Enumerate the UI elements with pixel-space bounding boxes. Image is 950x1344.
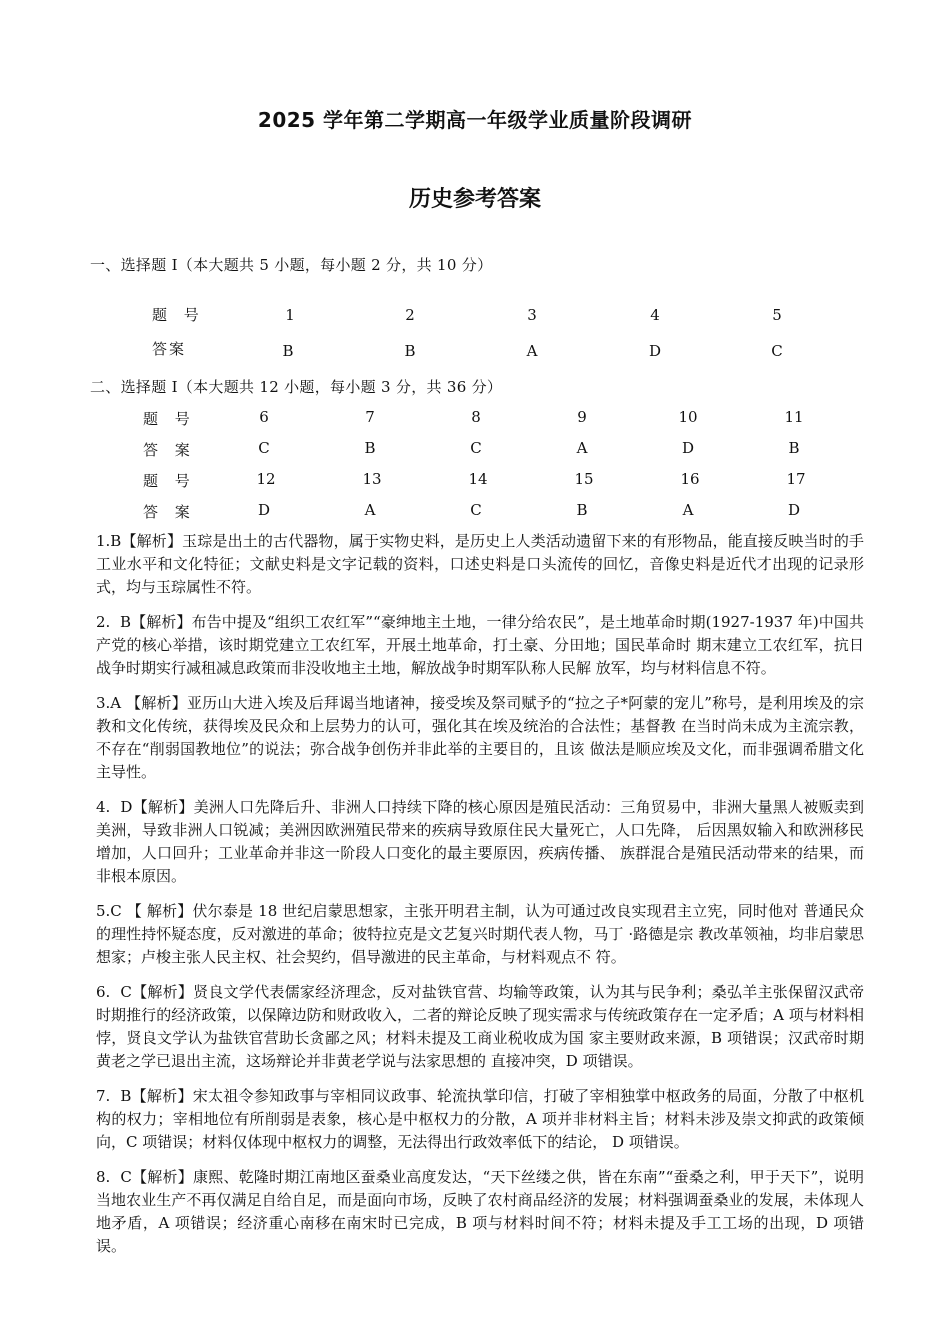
question-number: 12	[256, 470, 276, 488]
answer-value: B	[576, 501, 588, 519]
question-number: 11	[784, 408, 804, 426]
explanation-item	[96, 1166, 864, 1258]
question-number: 4	[650, 306, 660, 324]
analysis-tag: 【 解析】	[121, 902, 193, 920]
answer-value: C	[470, 439, 482, 457]
question-number: 9	[577, 408, 587, 426]
answer-value: C	[470, 501, 482, 519]
explanation-list	[96, 530, 864, 1270]
answer-value: A	[364, 501, 376, 519]
answer-value: D	[648, 342, 662, 360]
analysis-tag: 【解析】	[131, 1087, 193, 1105]
answer-value: B	[282, 342, 294, 360]
item-number: 7. B	[96, 1087, 132, 1105]
analysis-text: 宋太祖令参知政事与宰相同议政事、轮流执掌印信，打破了宰相独掌中枢政务的局面，分散了中枢机构的权力；宰相地位有所削弱是表象，核心是中枢权力的分散，A 项并非材料主旨；材料未涉及崇文抑武的政策倾向，C 项错误；材料仅体现中枢权力的调整，无法得出行政效率低下的结论， D 项错误。	[96, 1087, 864, 1151]
analysis-text: 康熙、乾隆时期江南地区蚕桑业高度发达，“天下丝缕之供，皆在东南”“蚕桑之利，甲于天下”，说明当地农业生产不再仅满足自给自足，而是面向市场，反映了农村商品经济的发展；材料强调蚕桑业的发展，未体现人地矛盾，A 项错误；经济重心南移在南宋时已完成，B 项与材料时间不符；材料未提及手工工场的出现，D 项错误。	[96, 1168, 864, 1255]
question-number: 3	[527, 306, 537, 324]
question-number: 1	[285, 306, 295, 324]
explanation-item	[96, 692, 864, 784]
analysis-tag: 【解析】	[131, 1168, 193, 1186]
item-number: 3.A	[96, 694, 122, 712]
question-number: 16	[680, 470, 700, 488]
explanation-item	[96, 1085, 864, 1154]
explanation-item	[96, 981, 864, 1073]
answer-value: A	[526, 342, 538, 360]
answer-value: A	[682, 501, 694, 519]
question-number: 13	[362, 470, 382, 488]
analysis-text: 美洲人口先降后升、非洲人口持续下降的核心原因是殖民活动：三角贸易中，非洲大量黑人被贩卖到美洲，导致非洲人口锐减；美洲因欧洲殖民带来的疾病导致原住民大量死亡，人口先降， 后因黑奴输入和欧洲移民增加，人口回升；工业革命并非这一阶段人口变化的最主要原因，疾病传播、 族群混合是殖民活动带来的结果，而非根本原因。	[96, 798, 864, 885]
question-number: 2	[405, 306, 415, 324]
answer-value: C	[258, 439, 270, 457]
section2-heading: 二、选择题 I（本大题共 12 小题，每小题 3 分，共 36 分）	[90, 378, 503, 396]
explanation-item	[96, 796, 864, 888]
item-number: 2. B	[96, 613, 132, 631]
answer-value: D	[681, 439, 695, 457]
analysis-tag: 【解析】	[132, 798, 194, 816]
document-subtitle: 历史参考答案	[408, 187, 541, 212]
item-number: 8. C	[96, 1168, 132, 1186]
analysis-tag: 【解析】	[121, 532, 183, 550]
analysis-text: 布告中提及“组织工农红军”“豪绅地主土地，一律分给农民”，是土地革命时期(1927-1937 年)中国共产党的核心举措，该时期党建立工农红军，开展土地革命，打土豪、分田地；国民革命时 期末建立工农红军，抗日战争时期实行减租减息政策而非没收地主土地，解放战争时期军队称人民解 放军，均与材料信息不符。	[96, 613, 864, 677]
answer-value: C	[771, 342, 783, 360]
document-title: 2025 学年第二学期高一年级学业质量阶段调研	[257, 108, 693, 132]
question-number: 15	[574, 470, 594, 488]
answer-value: D	[787, 501, 801, 519]
analysis-tag: 【解析】	[131, 613, 192, 631]
section1-heading: 一、选择题 I（本大题共 5 小题，每小题 2 分，共 10 分）	[90, 256, 493, 274]
question-number: 7	[365, 408, 375, 426]
analysis-text: 亚历山大进入埃及后拜谒当地诸神，接受埃及祭司赋予的“拉之子*阿蒙的宠儿”称号，是利用埃及的宗教和文化传统，获得埃及民众和上层势力的认可，强化其在埃及统治的合法性；基督教 在当时尚未成为主流宗教，不存在“削弱国教地位”的说法；弥合战争创伤并非此举的主要目的，且该 做法是顺应埃及文化，而非强调希腊文化主导性。	[96, 694, 864, 781]
item-number: 1.B	[96, 532, 122, 550]
explanation-item	[96, 530, 864, 599]
item-number: 5.C	[96, 902, 122, 920]
question-number: 6	[259, 408, 269, 426]
explanation-item	[96, 900, 864, 969]
row-label-question: 题 号	[143, 410, 196, 428]
row-label-question: 题 号	[152, 306, 205, 324]
analysis-text: 伏尔泰是 18 世纪启蒙思想家，主张开明君主制，认为可通过改良实现君主立宪，同时他对 普通民众的理性持怀疑态度，反对激进的革命；彼特拉克是文艺复兴时期代表人物，马丁 ·路德是宗 教改革领袖，均非启蒙思想家；卢梭主张人民主权、社会契约，倡导激进的民主革命，与材料观点不 符。	[96, 902, 864, 966]
answer-value: D	[257, 501, 271, 519]
row-label-answer: 答案	[152, 340, 187, 358]
analysis-tag: 【解析】	[131, 983, 194, 1001]
row-label-answer: 答 案	[143, 441, 196, 459]
item-number: 4. D	[96, 798, 133, 816]
answer-value: A	[576, 439, 588, 457]
analysis-text: 贤良文学代表儒家经济理念，反对盐铁官营、均输等政策，认为其与民争利；桑弘羊主张保留汉武帝时期推行的经济政策，以保障边防和财政收入，二者的辩论反映了现实需求与传统政策存在一定矛盾；A 项与材料相悖，贤良文学认为盐铁官营助长贪鄙之风；材料未提及工商业税收成为国 家主要财政来源，B 项错误；汉武帝时期黄老之学已退出主流，这场辩论并非黄老学说与法家思想的 直接冲突，D 项错误。	[96, 983, 864, 1070]
question-number: 17	[786, 470, 806, 488]
question-number: 14	[468, 470, 488, 488]
analysis-tag: 【解析】	[121, 694, 187, 712]
row-label-answer: 答 案	[143, 503, 196, 521]
question-number: 5	[772, 306, 782, 324]
question-number: 10	[678, 408, 698, 426]
answer-value: B	[788, 439, 800, 457]
row-label-question: 题 号	[143, 472, 196, 490]
item-number: 6. C	[96, 983, 132, 1001]
explanation-item	[96, 611, 864, 680]
answer-value: B	[404, 342, 416, 360]
answer-value: B	[364, 439, 376, 457]
analysis-text: 玉琮是出土的古代器物，属于实物史料，是历史上人类活动遗留下来的有形物品，能直接反映当时的手工业水平和文化特征；文献史料是文字记载的资料，口述史料是口头流传的回忆，音像史料是近代才出现的记录形式，均与玉琮属性不符。	[96, 532, 864, 596]
question-number: 8	[471, 408, 481, 426]
